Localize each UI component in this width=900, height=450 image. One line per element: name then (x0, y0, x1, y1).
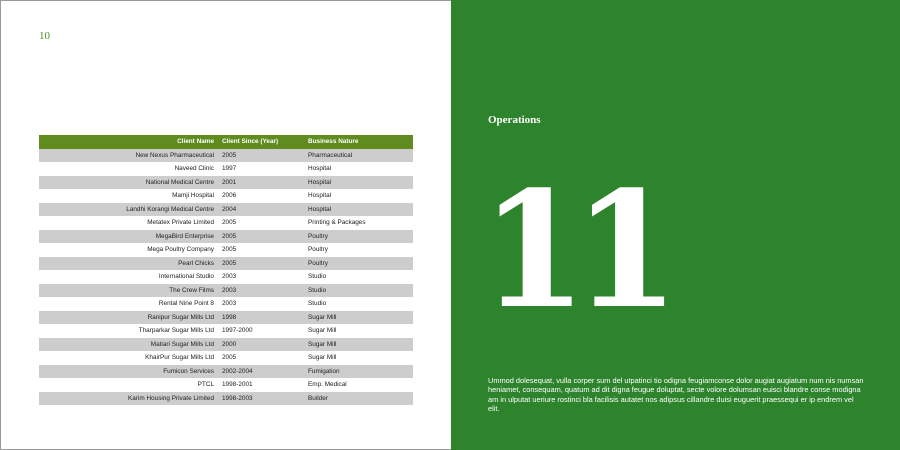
table-row (39, 176, 413, 190)
table-row (39, 189, 413, 203)
client-since-cell: 1997-2000 (222, 327, 253, 335)
chapter-number: 11 (481, 156, 666, 344)
business-nature-cell: Studio (308, 286, 327, 294)
business-nature-cell: Studio (308, 273, 327, 281)
business-nature-cell: Sugar Mill (308, 313, 337, 321)
client-since-cell: 2003 (222, 286, 237, 294)
business-nature-cell: Poultry (308, 259, 328, 267)
business-nature-cell: Hospital (308, 205, 332, 213)
table-row (39, 216, 413, 230)
client-since-cell: 1998-2001 (222, 381, 253, 389)
client-name-cell: Tharparkar Sugar Mills Ltd (138, 327, 214, 335)
business-nature-cell: Hospital (308, 178, 332, 186)
business-nature-cell: Emp. Medical (308, 381, 347, 389)
client-since-cell: 2004 (222, 205, 237, 213)
client-name-cell: MegaBird Enterprise (155, 232, 214, 240)
client-name-cell: New Nexus Pharmaceutical (135, 151, 214, 159)
client-name-cell: International Studio (158, 273, 214, 281)
table-row (39, 243, 413, 257)
client-name-cell: Pearl Chicks (178, 259, 214, 267)
page-number: 10 (39, 30, 50, 42)
client-name-cell: Mega Poultry Company (147, 246, 214, 254)
client-name-cell: KhairPur Sugar Mills Ltd (145, 354, 214, 362)
table-row (39, 365, 413, 379)
table-header-row (39, 135, 413, 149)
table-row (39, 351, 413, 365)
client-since-cell: 2005 (222, 151, 237, 159)
body-paragraph: Ummod dolesequat, vulla corper sum del utpatinci tio odigna feugiamconse dolor augiat augiatum num nis numsan heniamet, consequam, quatum ad dit digna feugue doluptat, secte volore dolumsan euisci blandre conse modigna am in ulputat ueriure rostinci bla facilisis autatet nos adipsus cillandre duisi euguerit praessequi er ip endrem vel elit. (488, 376, 864, 414)
business-nature-cell: Poultry (308, 232, 328, 240)
header-business-nature: Business Nature (308, 138, 359, 146)
business-nature-cell: Hospital (308, 192, 332, 200)
client-since-cell: 2003 (222, 300, 237, 308)
business-nature-cell: Builder (308, 394, 328, 402)
business-nature-cell: Printing & Packages (308, 219, 366, 227)
client-since-cell: 1998-2003 (222, 394, 253, 402)
header-client-name: Client Name (177, 138, 214, 146)
client-since-cell: 2006 (222, 192, 237, 200)
client-since-cell: 2005 (222, 259, 237, 267)
client-name-cell: Metatex Private Limited (147, 219, 214, 227)
client-since-cell: 2000 (222, 340, 237, 348)
client-since-cell: 2003 (222, 273, 237, 281)
right-page (451, 0, 900, 450)
business-nature-cell: Poultry (308, 246, 328, 254)
table-row (39, 324, 413, 338)
client-since-cell: 2001 (222, 178, 237, 186)
client-name-cell: Matiari Sugar Mills Ltd (150, 340, 214, 348)
client-since-cell: 1998 (222, 313, 237, 321)
business-nature-cell: Sugar Mill (308, 354, 337, 362)
business-nature-cell: Studio (308, 300, 327, 308)
client-name-cell: PTCL (197, 381, 214, 389)
table-body (39, 149, 413, 406)
client-since-cell: 2002-2004 (222, 367, 253, 375)
table-row (39, 284, 413, 298)
client-name-cell: Rental Nine Point 8 (158, 300, 214, 308)
table-row (39, 392, 413, 406)
table-row (39, 270, 413, 284)
table-row (39, 297, 413, 311)
client-since-cell: 1997 (222, 165, 237, 173)
client-name-cell: The Crew Films (169, 286, 214, 294)
client-name-cell: Naveed Clinic (174, 165, 214, 173)
client-name-cell: Fumicon Services (163, 367, 214, 375)
clients-table (39, 135, 413, 405)
client-name-cell: Mamji Hospital (172, 192, 214, 200)
client-since-cell: 2005 (222, 232, 237, 240)
client-name-cell: Landhi Korangi Medical Centre (126, 205, 214, 213)
table-row (39, 230, 413, 244)
table-row (39, 338, 413, 352)
table-row (39, 378, 413, 392)
client-name-cell: Ranipur Sugar Mills Ltd (147, 313, 214, 321)
section-title: Operations (488, 114, 541, 126)
business-nature-cell: Hospital (308, 165, 332, 173)
header-client-since: Client Since (Year) (222, 138, 279, 146)
business-nature-cell: Pharmaceutical (308, 151, 353, 159)
table-row (39, 257, 413, 271)
client-since-cell: 2005 (222, 246, 237, 254)
client-since-cell: 2005 (222, 219, 237, 227)
table-row (39, 162, 413, 176)
business-nature-cell: Sugar Mill (308, 340, 337, 348)
table-row (39, 311, 413, 325)
business-nature-cell: Fumigation (308, 367, 340, 375)
client-name-cell: National Medical Centre (145, 178, 214, 186)
business-nature-cell: Sugar Mill (308, 327, 337, 335)
client-since-cell: 2005 (222, 354, 237, 362)
table-row (39, 203, 413, 217)
client-name-cell: Karim Housing Private Limited (128, 394, 214, 402)
table-row (39, 149, 413, 163)
